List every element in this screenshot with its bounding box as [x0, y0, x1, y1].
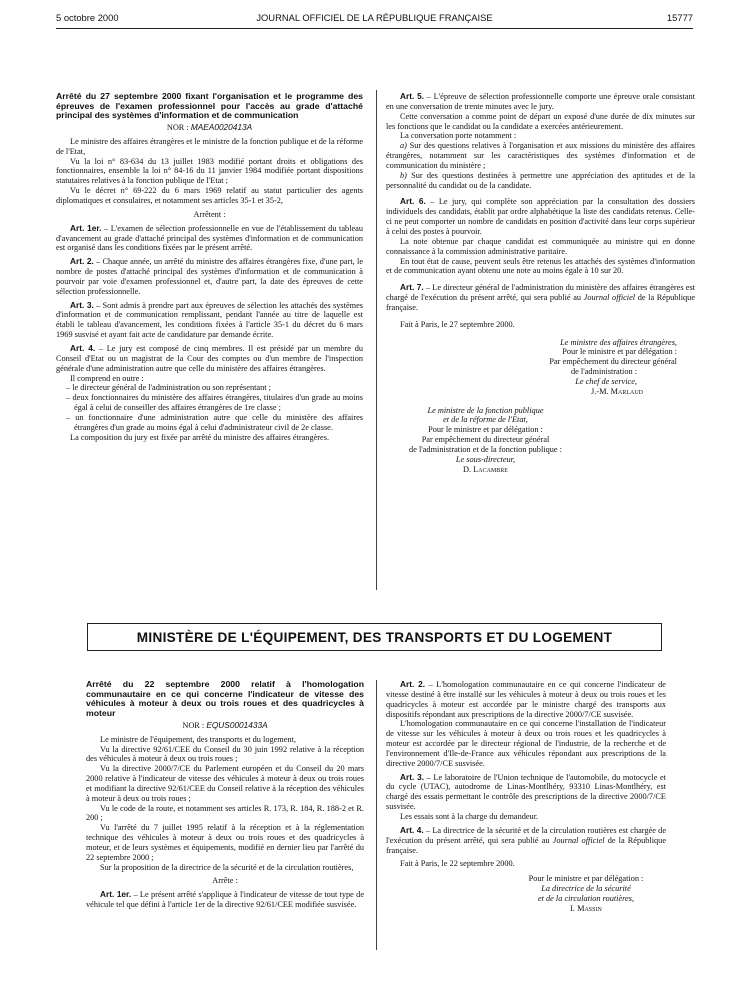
list-item: – un fonctionnaire d'une administration autre que celle du ministère des affaires étrangères d'un grade au moins égal à celui d'administrateur civil de 2e classe.: [66, 412, 363, 432]
signatory-name: D. Lacambre: [463, 464, 508, 474]
signatory-name: J.-M. Marlaud: [591, 386, 643, 396]
arrete2-preamble-1: Vu la directive 92/61/CEE du Conseil du 30 juin 1992 relative à la réception des véhicules à moteur à deux ou trois roues ;: [86, 744, 364, 764]
arrete1-art4: Art. 4. – Le jury est composé de cinq membres. Il est présidé par un membre du Conseil d'Etat ou un magistrat de la Cour des comptes ou d'un membre de l'inspection générale d'une administration autre que celle du ministère des affaires étrangères.: [56, 342, 363, 373]
arrete1-art6: Art. 6. – Le jury, qui complète son appréciation par la consultation des dossiers individuels des candidats, établit par ordre alphabétique la liste des candidats retenus. Celle-ci ne peut comporter un nombre de candidats en position d'activité dans leur corps supérieur à celui des postes à pourvoir.: [386, 196, 696, 236]
arrete1-art4-intro: Il comprend en outre :: [70, 373, 144, 383]
arrete1-art4-end: La composition du jury est fixée par arrêté du ministre des affaires étrangères.: [70, 432, 330, 442]
arrete2-art4: Art. 4. – La directrice de la sécurité et de la circulation routières est chargée de l'exécution du présent arrêté, qui sera publié au Journal officiel de la République française.: [386, 824, 666, 855]
arrete2-art2-p2: L'homologation communautaire en ce qui concerne l'installation de l'indicateur de vitesse sur les véhicules à moteur à deux ou trois roues et les quadricycles à moteur est accordée par le directeur régional de l'industrie, de la recherche et de l'environnement d'Ile-de-France aux véhicules répondant aux prescriptions de la directive 2000/7/CE susvisée.: [386, 719, 666, 768]
arrete1-art5-b: b) Sur des questions destinées à permettre une appréciation des aptitudes et de la personnalité du candidat ou de la candidate.: [386, 170, 695, 190]
arrete1-art5-p2: Cette conversation a comme point de départ un exposé d'une durée de dix minutes sur les fonctions que le candidat ou la candidate a exercées antérieurement.: [386, 111, 695, 131]
arrete2-preamble-2: Vu la directive 2000/7/CE du Parlement européen et du Conseil du 20 mars 2000 relative à l'indicateur de vitesse des véhicules à moteur à deux ou trois roues et modifiant la directive 92/61/CEE du Conseil relative à la réception des véhicules à moteur à deux ou trois roues ;: [86, 764, 364, 803]
arrete1-art5: Art. 5. – L'épreuve de sélection professionnelle comporte une épreuve orale consistant en une conversation de trente minutes avec le jury.: [386, 91, 695, 111]
arrete2-art3: Art. 3. – Le laboratoire de l'Union technique de l'automobile, du motocycle et du cycle (UTAC), autodrome de Linas-Montlhéry, 93310 Linas-Montlhéry, est chargé des essais permettant le contrôle des prescriptions de la directive 2000/7/CE susvisée.: [386, 771, 666, 812]
arrete2-preamble-4: Vu l'arrêté du 7 juillet 1995 relatif à la réception et à la réglementation technique des véhicules à moteur à deux ou trois roues et des quadricycles à moteur, et de leurs systèmes et équipements, modifié en dernier lieu par l'arrêté du 22 septembre 2000 ;: [86, 823, 364, 862]
arrete2-art1: Art. 1er. – Le présent arrêté s'applique à l'indicateur de vitesse de tout type de véhicule tel que défini à l'article 1er de la directive 92/61/CEE modifiée susvisée.: [86, 889, 365, 910]
column-divider-top: [376, 90, 377, 590]
arrete1-preamble-2: Vu le décret n° 69-222 du 6 mars 1969 relatif au statut particulier des agents diplomatiques et consulaires, et notamment ses articles 35-1 et 35-2,: [56, 186, 363, 206]
arrete1-signature-1: Le ministre des affaires étrangères, Pour le ministre et par délégation : Par empêchement du directeur général de l'administration : Le chef de service, J.-M. Marlaud: [386, 338, 695, 397]
arrete1-art3: Art. 3. – Sont admis à prendre part aux épreuves de sélection les attachés des systèmes d'information et de communication remplissant, pendant l'année au titre de laquelle est établi le tableau d'avancement, les conditions fixées à l'article 35-1 du décret du 6 mars 1969 susvisé et ayant fait acte de candidature par demande écrite.: [56, 299, 363, 340]
running-header: [56, 12, 693, 26]
arrete1-left-column: [56, 92, 363, 442]
list-item: – le directeur général de l'administration ou son représentant ;: [66, 383, 271, 393]
arrete1-signature-2: Le ministre de la fonction publique et de la réforme de l'Etat, Pour le ministre et par délégation : Par empêchement du directeur général de l'administration et de la fonction publique : Le sous-directeur, D. Lacambre: [386, 406, 695, 475]
arrete1-right-column: [386, 92, 695, 475]
arrete1-art2: Art. 2. – Chaque année, un arrêté du ministre des affaires étrangères fixe, d'une part, le nombre de postes d'attaché principal des systèmes d'information et de communication à pourvoir par voie d'examen professionnel et, d'autre part, la date des épreuves de cette sélection professionnelle.: [56, 256, 363, 296]
arrete1-art5-a: a) Sur des questions relatives à l'organisation et aux missions du ministère des affaires étrangères, notamment sur les caractéristiques des systèmes d'information et de communication du ministère ;: [386, 141, 695, 170]
arrete2-title: Arrêté du 22 septembre 2000 relatif à l'homologation communautaire en ce qui concerne l'indicateur de vitesse des véhicules à moteur à deux ou trois roues et des quadricycles à moteur: [86, 679, 364, 719]
arrete2-art2: Art. 2. – L'homologation communautaire en ce qui concerne l'indicateur de vitesse destiné à être installé sur les véhicules à moteur à deux ou trois roues et les quadricycles à moteur est accordée par le ministre chargé des transports aux dispositifs répondant aux prescriptions de la directive 2000/7/CE susvisée.: [386, 679, 666, 719]
arrete1-art1: Art. 1er. – L'examen de sélection professionnelle en vue de l'établissement du tableau d'avancement au grade d'attaché principal des systèmes d'information et de communication est organisé dans les conditions fixées par le présent arrêté.: [56, 222, 364, 253]
issue-date: 5 octobre 2000: [56, 12, 119, 23]
arrete1-fait: Fait à Paris, le 27 septembre 2000.: [400, 319, 515, 329]
column-divider-bottom: [376, 680, 377, 950]
ministry-heading: MINISTÈRE DE L'ÉQUIPEMENT, DES TRANSPORTS ET DU LOGEMENT: [87, 623, 662, 651]
arrete1-art7: Art. 7. – Le directeur général de l'administration du ministère des affaires étrangères est chargé de l'exécution du présent arrêté, qui sera publié au Journal officiel de la République française.: [386, 282, 696, 312]
arrete2-art3-p2: Les essais sont à la charge du demandeur.: [400, 811, 539, 821]
arrete2-fait: Fait à Paris, le 22 septembre 2000.: [400, 859, 515, 869]
arrete1-preamble-0: Le ministre des affaires étrangères et le ministre de la fonction publique et de la réforme de l'Etat,: [56, 136, 363, 156]
arrete1-art4-list: [56, 383, 363, 432]
header-rule: [56, 28, 693, 29]
arrete2-preamble-0: Le ministre de l'équipement, des transports et du logement,: [100, 734, 296, 744]
arrete1-nor: NOR : MAEA0020413A: [166, 122, 253, 133]
arrete2-preamble-3: Vu le code de la route, et notamment ses articles R. 173, R. 184, R. 188-2 et R. 200 ;: [86, 803, 364, 823]
arrete2-left-column: [86, 680, 364, 910]
arrete1-art6-p2: La note obtenue par chaque candidat est communiquée au ministre qui en donne connaissance à la commission administrative paritaire.: [386, 236, 695, 256]
signatory-name: I. Massin: [570, 903, 602, 913]
arrete2-signature: Pour le ministre et par délégation : La directrice de la sécurité et de la circulation routières, I. Massin: [386, 874, 666, 913]
page-number: 15777: [666, 12, 693, 23]
journal-name: JOURNAL OFFICIEL DE LA RÉPUBLIQUE FRANÇAISE: [256, 12, 493, 23]
arrete2-arrete: Arrête :: [212, 876, 238, 886]
arrete1-preamble-1: Vu la loi n° 83-634 du 13 juillet 1983 modifié portant droits et obligations des fonctionnaires, ensemble la loi n° 84-16 du 11 janvier 1984 modifiée portant dispositions statutaires relatives à la fonction publique de l'Etat ;: [56, 156, 363, 186]
arrete2-nor: NOR : EQUS0001433A: [182, 719, 268, 730]
arrete2-preamble-5: Sur la proposition de la directrice de la sécurité et de la circulation routières,: [100, 862, 354, 872]
arrete2-right-column: [386, 680, 666, 914]
arrete1-art6-p3: En tout état de cause, peuvent seuls être retenus les attachés des systèmes d'information et de communication ayant obtenu une note au moins égale à 10 sur 20.: [386, 256, 695, 276]
arrete1-arretent: Arrêtent :: [193, 209, 226, 219]
arrete1-title: Arrêté du 27 septembre 2000 fixant l'organisation et le programme des épreuves de l'examen professionnel pour l'accès au grade d'attaché principal des systèmes d'information et de communication: [56, 91, 363, 121]
list-item: – deux fonctionnaires du ministère des affaires étrangères, titulaires d'un grade au moins égal à celui de conseiller des affaires étrangères de 1re classe ;: [66, 393, 363, 413]
arrete1-art5-p3: La conversation porte notamment :: [400, 131, 517, 141]
